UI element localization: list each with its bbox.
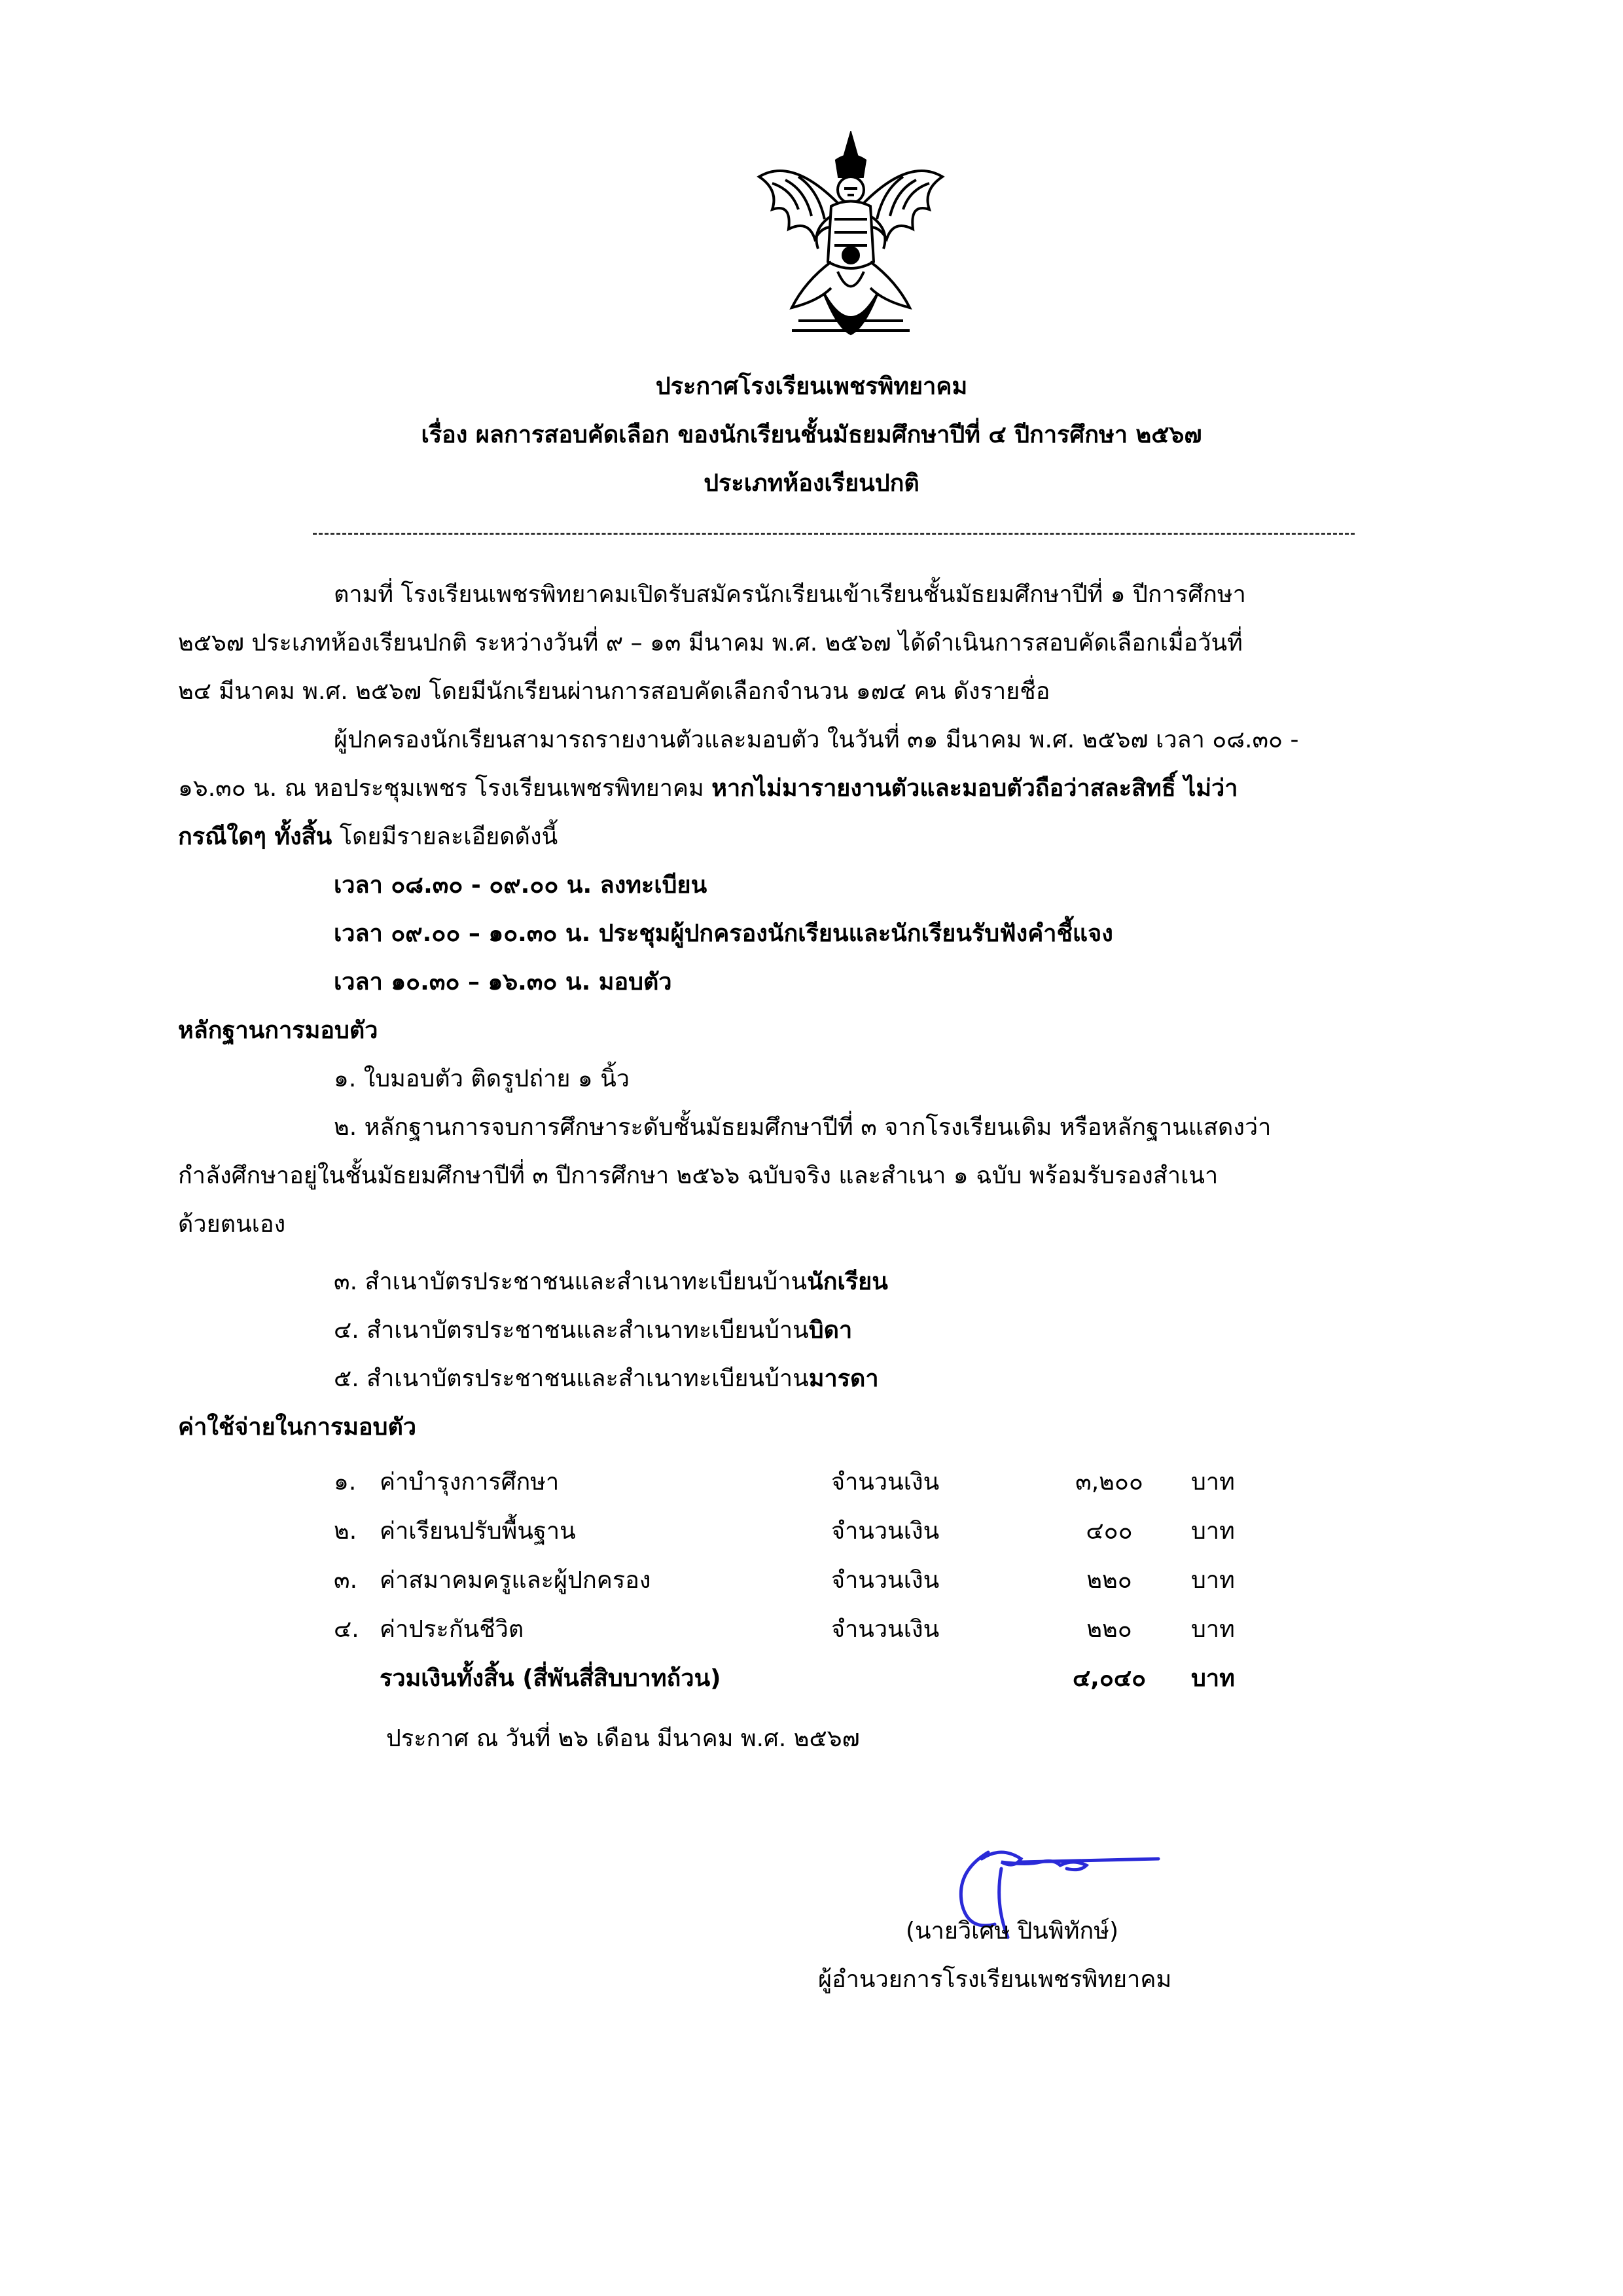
fee-total-unit: บาท [1191,1665,1235,1692]
evidence-item-3 [334,1259,888,1305]
fee-total-row [334,1653,1289,1702]
signer-position: ผู้อำนวยการโรงเรียนเพชรพิทยาคม [818,1966,1172,1993]
evidence-item-4-emphasis: บิดา [808,1317,853,1344]
fee-total-label: รวมเงินทั้งสิ้น (สี่พันสี่สิบบาทถ้วน) [380,1665,721,1692]
forfeit-warning-cont: กรณีใดๆ ทั้งสิ้น [178,823,332,850]
fee-row [334,1457,1289,1506]
fee-row-label: จำนวนเงิน [831,1518,940,1545]
fee-row-unit: บาท [1191,1567,1235,1594]
fee-row-name: ค่าประกันชีวิต [380,1616,524,1643]
evidence-item-2-line-2: กำลังศึกษาอยู่ในชั้นมัธยมศึกษาปีที่ ๓ ปีการศึกษา ๒๕๖๖ ฉบับจริง และสำเนา ๑ ฉบับ พร้อมรับรองสำเนา [178,1162,1219,1189]
fee-row-name: ค่าเรียนปรับพื้นฐาน [380,1518,576,1545]
evidence-item-5-text: ๕. สำเนาบัตรประชาชนและสำเนาทะเบียนบ้าน [334,1365,809,1392]
fee-table [334,1457,1289,1702]
paragraph-1-line-2: ๒๕๖๗ ประเภทห้องเรียนปกติ ระหว่างวันที่ ๙ – ๑๓ มีนาคม พ.ศ. ๒๕๖๗ ได้ดำเนินการสอบคัดเลือกเมื่อวันที่ [178,630,1243,656]
fee-row-label: จำนวนเงิน [831,1469,940,1496]
paragraph-1-line-1: ตามที่ โรงเรียนเพชรพิทยาคมเปิดรับสมัครนักเรียนเข้าเรียนชั้นมัธยมศึกษาปีที่ ๑ ปีการศึกษา [334,581,1246,608]
fee-row-number: ๔. [334,1616,359,1643]
category-line: ประเภทห้องเรียนปกติ [704,470,919,497]
fee-row-amount: ๓,๒๐๐ [1075,1469,1143,1496]
paragraph-2-line-3 [178,814,558,860]
evidence-item-3-text: ๓. สำเนาบัตรประชาชนและสำเนาทะเบียนบ้าน [334,1268,808,1295]
forfeit-warning: หากไม่มารายงานตัวและมอบตัวถือว่าสละสิทธิ์ ไม่ว่า [711,775,1238,802]
fee-row-number: ๓. [334,1567,358,1594]
schedule-item-registration: เวลา ๐๘.๓๐ - ๐๙.๐๐ น. ลงทะเบียน [334,872,707,899]
schedule-item-handover: เวลา ๑๐.๓๐ – ๑๖.๓๐ น. มอบตัว [334,969,672,996]
fee-row-label: จำนวนเงิน [831,1567,940,1594]
fee-row-amount: ๒๒๐ [1086,1567,1132,1594]
fee-row-name: ค่าสมาคมครูและผู้ปกครอง [380,1567,651,1594]
evidence-item-2-line-3: ด้วยตนเอง [178,1211,286,1238]
paragraph-2-line-3-text: โดยมีรายละเอียดดังนี้ [332,823,558,850]
fee-row-label: จำนวนเงิน [831,1616,940,1643]
fees-heading: ค่าใช้จ่ายในการมอบตัว [178,1414,417,1441]
evidence-item-2-line-1: ๒. หลักฐานการจบการศึกษาระดับชั้นมัธยมศึกษาปีที่ ๓ จากโรงเรียนเดิม หรือหลักฐานแสดงว่า [334,1114,1272,1141]
org-title: ประกาศโรงเรียนเพชรพิทยาคม [655,373,968,400]
fee-row-amount: ๔๐๐ [1086,1518,1133,1545]
paragraph-1-line-3: ๒๔ มีนาคม พ.ศ. ๒๕๖๗ โดยมีนักเรียนผ่านการสอบคัดเลือกจำนวน ๑๗๔ คน ดังรายชื่อ [178,678,1050,705]
fee-row-number: ๑. [334,1469,357,1496]
fee-row [334,1604,1289,1653]
fee-total-spacer [334,1653,380,1702]
schedule-item-meeting: เวลา ๐๙.๐๐ – ๑๐.๓๐ น. ประชุมผู้ปกครองนักเรียนและนักเรียนรับฟังคำชี้แจง [334,920,1113,947]
fee-row [334,1555,1289,1604]
paragraph-2-line-1: ผู้ปกครองนักเรียนสามารถรายงานตัวและมอบตัว ในวันที่ ๓๑ มีนาคม พ.ศ. ๒๕๖๗ เวลา ๐๘.๓๐ - [334,726,1299,753]
garuda-emblem-icon [753,131,949,340]
signer-name: (นายวิเศษ ปินพิทักษ์) [906,1918,1119,1945]
evidence-heading: หลักฐานการมอบตัว [178,1017,378,1044]
evidence-item-3-emphasis: นักเรียน [807,1268,888,1295]
announcement-date: ประกาศ ณ วันที่ ๒๖ เดือน มีนาคม พ.ศ. ๒๕๖๗ [386,1725,860,1752]
subject-line: เรื่อง ผลการสอบคัดเลือก ของนักเรียนชั้นมัธยมศึกษาปีที่ ๔ ปีการศึกษา ๒๕๖๗ [421,422,1202,448]
evidence-item-5-emphasis: มารดา [808,1365,879,1392]
fee-row-name: ค่าบำรุงการศึกษา [380,1469,560,1496]
evidence-item-1: ๑. ใบมอบตัว ติดรูปถ่าย ๑ นิ้ว [334,1066,630,1092]
fee-total-amount: ๔,๐๔๐ [1072,1665,1147,1692]
fee-row-unit: บาท [1191,1616,1235,1643]
fee-row-amount: ๒๒๐ [1086,1616,1132,1643]
fee-row-unit: บาท [1191,1469,1235,1496]
fee-row-number: ๒. [334,1518,357,1545]
fee-row [334,1506,1289,1555]
paragraph-2-line-2-text: ๑๖.๓๐ น. ณ หอประชุมเพชร โรงเรียนเพชรพิทยาคม [178,775,712,802]
evidence-item-4 [334,1308,852,1354]
evidence-item-4-text: ๔. สำเนาบัตรประชาชนและสำเนาทะเบียนบ้าน [334,1317,809,1344]
dashed-separator [313,533,1355,535]
fee-row-unit: บาท [1191,1518,1235,1545]
paragraph-2-line-2 [178,766,1238,812]
evidence-item-5 [334,1356,879,1402]
